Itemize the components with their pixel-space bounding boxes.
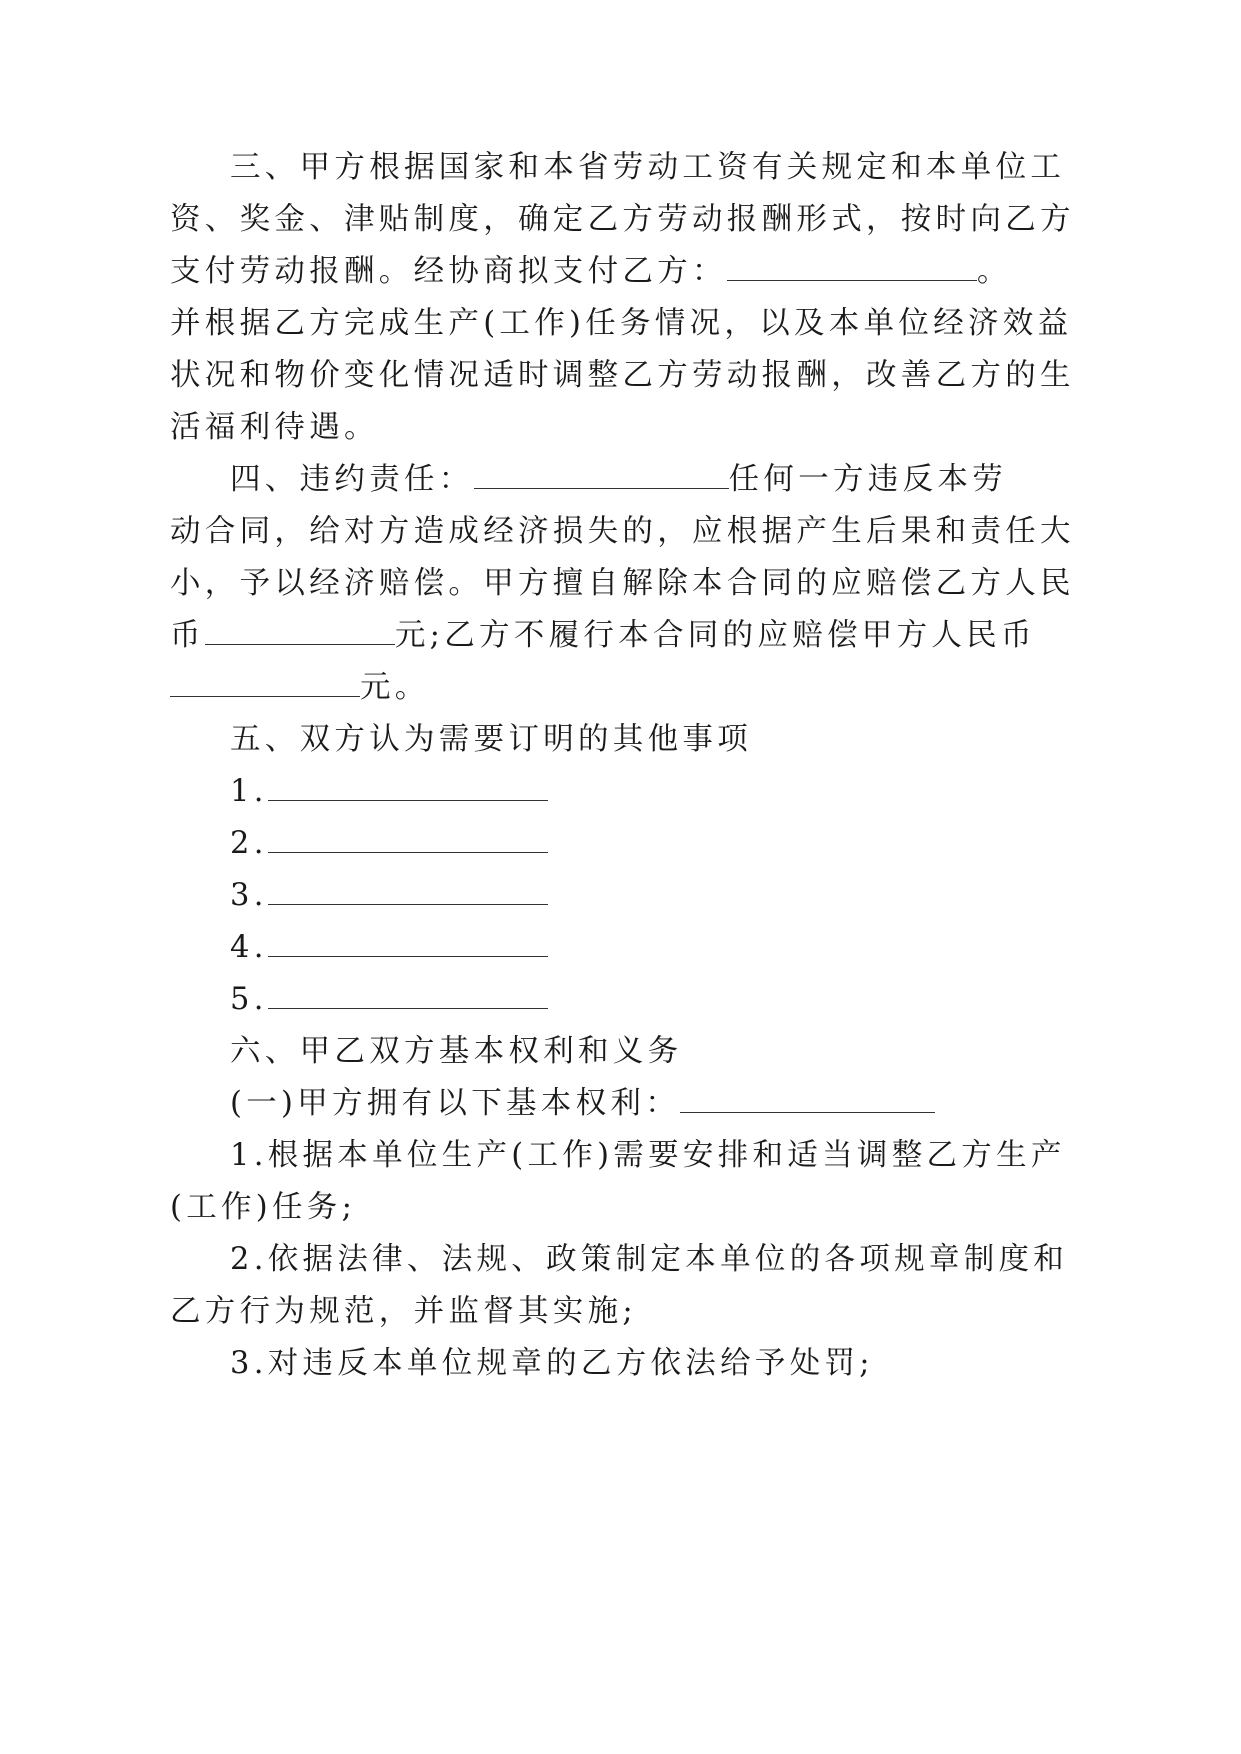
item-number: 1. — [230, 774, 268, 809]
line-text: 支付劳动报酬。经协商拟支付乙方： — [170, 254, 727, 289]
fill-in-blank[interactable] — [268, 878, 548, 905]
fill-in-blank[interactable] — [680, 1086, 935, 1113]
line-text: 并根据乙方完成生产(工作)任务情况，以及本单位经济效益 — [170, 306, 1073, 341]
line-text: 资、奖金、津贴制度，确定乙方劳动报酬形式，按时向乙方 — [170, 202, 1075, 237]
paragraph-line — [170, 1188, 356, 1228]
line-text: 2.依据法律、法规、政策制定本单位的各项规章制度和 — [230, 1242, 1069, 1277]
line-text: 六、甲乙双方基本权利和义务 — [230, 1034, 683, 1069]
fill-in-blank[interactable] — [268, 826, 548, 853]
list-item — [230, 928, 548, 968]
line-text: 活福利待遇。 — [170, 410, 379, 445]
fill-in-blank[interactable] — [205, 618, 395, 645]
item-number: 3. — [230, 878, 268, 913]
list-item — [230, 772, 548, 812]
line-text: 乙方行为规范，并监督其实施; — [170, 1294, 637, 1329]
paragraph-line — [170, 668, 430, 708]
line-text: 小，予以经济赔偿。甲方擅自解除本合同的应赔偿乙方人民 — [170, 566, 1075, 601]
paragraph-line — [230, 148, 1065, 188]
subsection-heading — [230, 1084, 935, 1124]
paragraph-line — [170, 200, 1075, 240]
line-text: 五、双方认为需要订明的其他事项 — [230, 722, 752, 757]
line-text: 动合同，给对方造成经济损失的，应根据产生后果和责任大 — [170, 514, 1075, 549]
list-item — [230, 980, 548, 1020]
line-text: 3.对违反本单位规章的乙方依法给予处罚; — [230, 1346, 874, 1381]
paragraph-line — [170, 408, 379, 448]
paragraph-line — [170, 512, 1075, 552]
paragraph-line — [170, 356, 1075, 396]
fill-in-blank[interactable] — [727, 254, 977, 281]
section-heading — [230, 720, 752, 760]
item-number: 5. — [230, 982, 268, 1017]
line-text: 四、违约责任： — [230, 462, 474, 497]
list-item — [230, 876, 548, 916]
section-heading — [230, 1032, 682, 1072]
line-text: 1.根据本单位生产(工作)需要安排和适当调整乙方生产 — [230, 1138, 1066, 1173]
item-number: 4. — [230, 930, 268, 965]
paragraph-line — [170, 564, 1075, 604]
paragraph-line — [170, 304, 1072, 344]
fill-in-blank[interactable] — [170, 670, 360, 697]
fill-in-blank[interactable] — [268, 982, 548, 1009]
line-text: 状况和物价变化情况适时调整乙方劳动报酬，改善乙方的生 — [170, 358, 1075, 393]
paragraph-line — [230, 1344, 874, 1384]
fill-in-blank[interactable] — [268, 774, 548, 801]
line-text: 元。 — [360, 670, 430, 705]
paragraph-line — [170, 616, 1036, 656]
line-text: 。 — [976, 254, 1012, 289]
paragraph-line — [170, 252, 1012, 292]
fill-in-blank[interactable] — [474, 462, 729, 489]
paragraph-line — [230, 1136, 1066, 1176]
item-number: 2. — [230, 826, 268, 861]
line-text: (一)甲方拥有以下基本权利： — [230, 1086, 680, 1121]
paragraph-line — [230, 460, 1007, 500]
line-text: 币 — [170, 618, 205, 653]
line-text: 三、甲方根据国家和本省劳动工资有关规定和本单位工 — [230, 150, 1066, 185]
fill-in-blank[interactable] — [268, 930, 548, 957]
paragraph-line — [170, 1292, 637, 1332]
line-text: 任何一方违反本劳 — [728, 462, 1008, 497]
line-text: (工作)任务; — [170, 1190, 357, 1225]
line-text: 元;乙方不履行本合同的应赔偿甲方人民币 — [394, 618, 1036, 653]
paragraph-line — [230, 1240, 1068, 1280]
list-item — [230, 824, 548, 864]
